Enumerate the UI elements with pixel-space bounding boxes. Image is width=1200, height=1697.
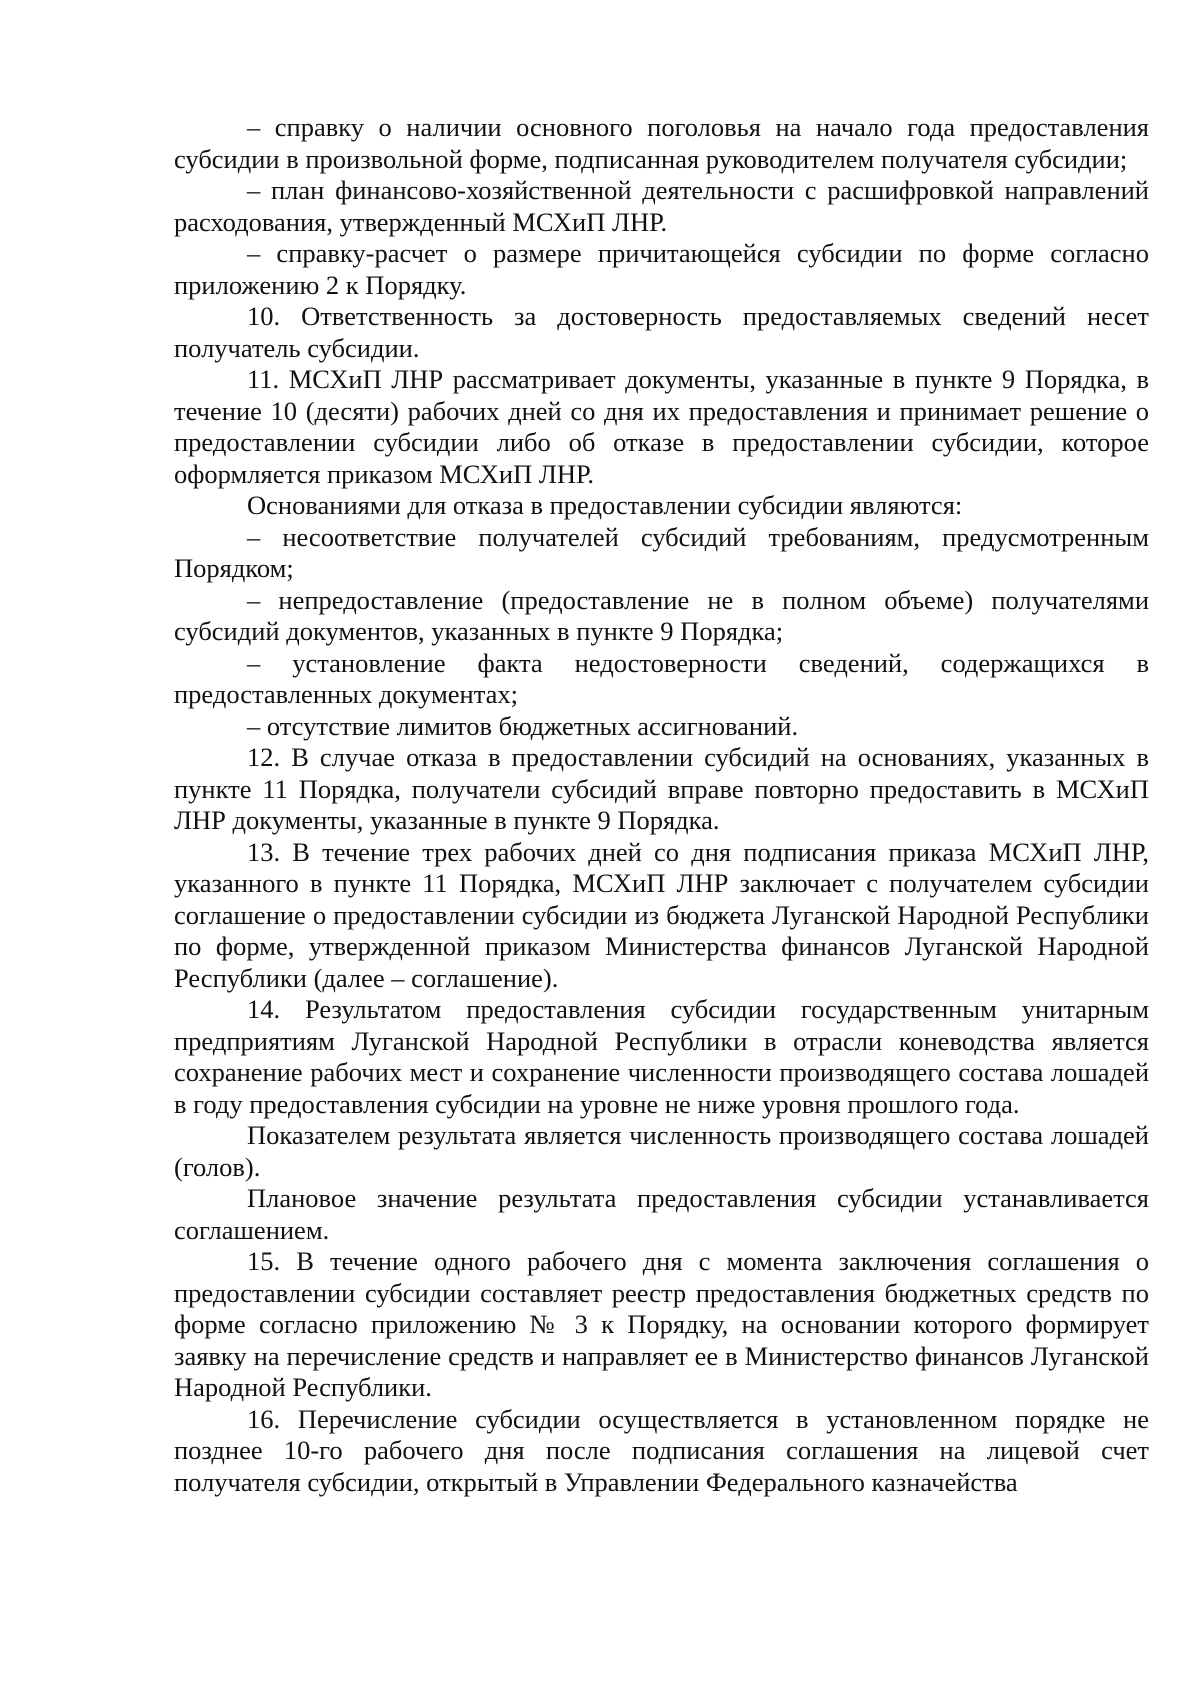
paragraph-clause-12: 12. В случае отказа в предоставлении субсидий на основаниях, указанных в пункте 11 Порядка, получатели субсидий вправе повторно предоставить в МСХиП ЛНР документы, указанные в пункте 9 Порядка.: [174, 742, 1149, 835]
paragraph-planned-value: Плановое значение результата предоставления субсидии устанавливается соглашением.: [174, 1183, 1149, 1245]
paragraph-refusal-ground-1: – несоответствие получателей субсидий требованиям, предусмотренным Порядком;: [174, 521, 1149, 583]
paragraph-clause-14: 14. Результатом предоставления субсидии государственным унитарным предприятиям Луганской Народной Республики в отрасли коневодства является сохранение рабочих мест и сохранение численности производящего состава лошадей в году предоставления субсидии на уровне не ниже уровня прошлого года.: [174, 994, 1149, 1119]
paragraph-refusal-ground-4: – отсутствие лимитов бюджетных ассигнований.: [247, 710, 799, 741]
paragraph-clause-11: 11. МСХиП ЛНР рассматривает документы, указанные в пункте 9 Порядка, в течение 10 (десяти) рабочих дней со дня их предоставления и принимает решение о предоставлении субсидии либо об отказе в предоставлении субсидии, которое оформляется приказом МСХиП ЛНР.: [174, 364, 1149, 489]
paragraph-refusal-ground-3: – установление факта недостоверности сведений, содержащихся в предоставленных документах;: [174, 647, 1149, 709]
paragraph-calculation-certificate: – справку-расчет о размере причитающейся субсидии по форме согласно приложению 2 к Порядку.: [174, 238, 1149, 300]
paragraph-refusal-grounds-intro: Основаниями для отказа в предоставлении субсидии являются:: [247, 490, 963, 520]
document-page: [174, 112, 1149, 1498]
paragraph-refusal-ground-2: – непредоставление (предоставление не в полном объеме) получателями субсидий документов, указанных в пункте 9 Порядка;: [174, 584, 1149, 646]
paragraph-clause-16: 16. Перечисление субсидии осуществляется в установленном порядке не позднее 10-го рабочего дня после подписания соглашения на лицевой счет получателя субсидии, открытый в Управлении Федерального казначейства: [174, 1403, 1149, 1497]
paragraph-clause-15: 15. В течение одного рабочего дня с момента заключения соглашения о предоставлении субсидии составляет реестр предоставления бюджетных средств по форме согласно приложению № 3 к Порядку, на основании которого формирует заявку на перечисление средств и направляет ее в Министерство финансов Луганской Народной Республики.: [174, 1246, 1149, 1402]
paragraph-result-indicator: Показателем результата является численность производящего состава лошадей (голов).: [174, 1120, 1149, 1182]
paragraph-financial-plan: – план финансово-хозяйственной деятельности с расшифровкой направлений расходования, утвержденный МСХиП ЛНР.: [174, 175, 1149, 237]
paragraph-clause-10: 10. Ответственность за достоверность предоставляемых сведений несет получатель субсидии.: [174, 301, 1149, 363]
paragraph-clause-13: 13. В течение трех рабочих дней со дня подписания приказа МСХиП ЛНР, указанного в пункте 11 Порядка, МСХиП ЛНР заключает с получателем субсидии соглашение о предоставлении субсидии из бюджета Луганской Народной Республики по форме, утвержденной приказом Министерства финансов Луганской Народной Республики (далее – соглашение).: [174, 836, 1149, 993]
paragraph-livestock-certificate: – справку о наличии основного поголовья на начало года предоставления субсидии в произвольной форме, подписанная руководителем получателя субсидии;: [174, 112, 1149, 174]
